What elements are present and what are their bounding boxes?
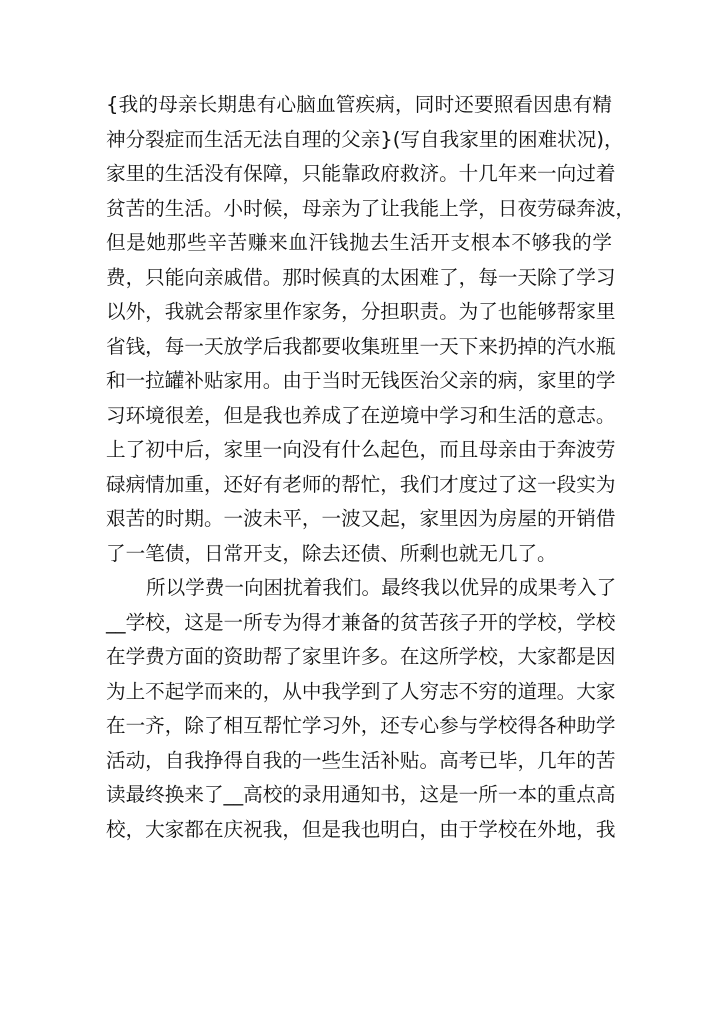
text-line: 了一笔债，日常开支，除去还债、所剩也就无几了。 <box>106 541 557 565</box>
paragraph-first-line: 所以学费一向困扰着我们。最终我以优异的成果考入了 <box>146 576 617 599</box>
text-line: 神分裂症而生活无法自理的父亲}(写自我家里的困难状况)， <box>106 127 624 151</box>
text-line: 为上不起学而来的，从中我学到了人穷志不穷的道理。大家 <box>106 679 616 703</box>
text-line: 活动，自我挣得自我的一些生活补贴。高考已毕，几年的苦 <box>106 748 616 772</box>
text-line: __学校，这是一所专为得才兼备的贫苦孩子开的学校，学校 <box>106 610 616 634</box>
text-line: 上了初中后，家里一向没有什么起色，而且母亲由于奔波劳 <box>106 438 616 461</box>
text-line: 费，只能向亲戚借。那时候真的太困难了，每一天除了学习 <box>106 265 616 289</box>
text-line: 在学费方面的资助帮了家里许多。在这所学校，大家都是因 <box>106 645 616 668</box>
text-line: 在一齐，除了相互帮忙学习外，还专心参与学校得各种助学 <box>106 714 616 737</box>
text-line: {我的母亲长期患有心脑血管疾病，同时还要照看因患有精 <box>106 93 612 116</box>
text-line: 和一拉罐补贴家用。由于当时无钱医治父亲的病，家里的学 <box>106 369 616 392</box>
text-line: 校，大家都在庆祝我，但是我也明白，由于学校在外地，我 <box>106 817 616 841</box>
text-line: 以外，我就会帮家里作家务，分担职责。为了也能够帮家里 <box>106 300 616 323</box>
text-line: 读最终换来了__高校的录用通知书，这是一所一本的重点高 <box>106 783 616 806</box>
text-line: 省钱，每一天放学后我都要收集班里一天下来扔掉的汽水瓶 <box>106 334 616 358</box>
text-line: 碌病情加重，还好有老师的帮忙，我们才度过了这一段实为 <box>106 472 616 496</box>
document-body <box>106 88 636 847</box>
text-line: 贫苦的生活。小时候，母亲为了让我能上学，日夜劳碌奔波， <box>106 196 636 220</box>
text-line: 家里的生活没有保障，只能靠政府救济。十几年来一向过着 <box>106 162 616 185</box>
text-line: 习环境很差，但是我也养成了在逆境中学习和生活的意志。 <box>106 403 616 427</box>
text-line: 但是她那些辛苦赚来血汗钱抛去生活开支根本不够我的学 <box>106 231 612 254</box>
text-line: 艰苦的时期。一波未平，一波又起，家里因为房屋的开销借 <box>106 507 616 530</box>
